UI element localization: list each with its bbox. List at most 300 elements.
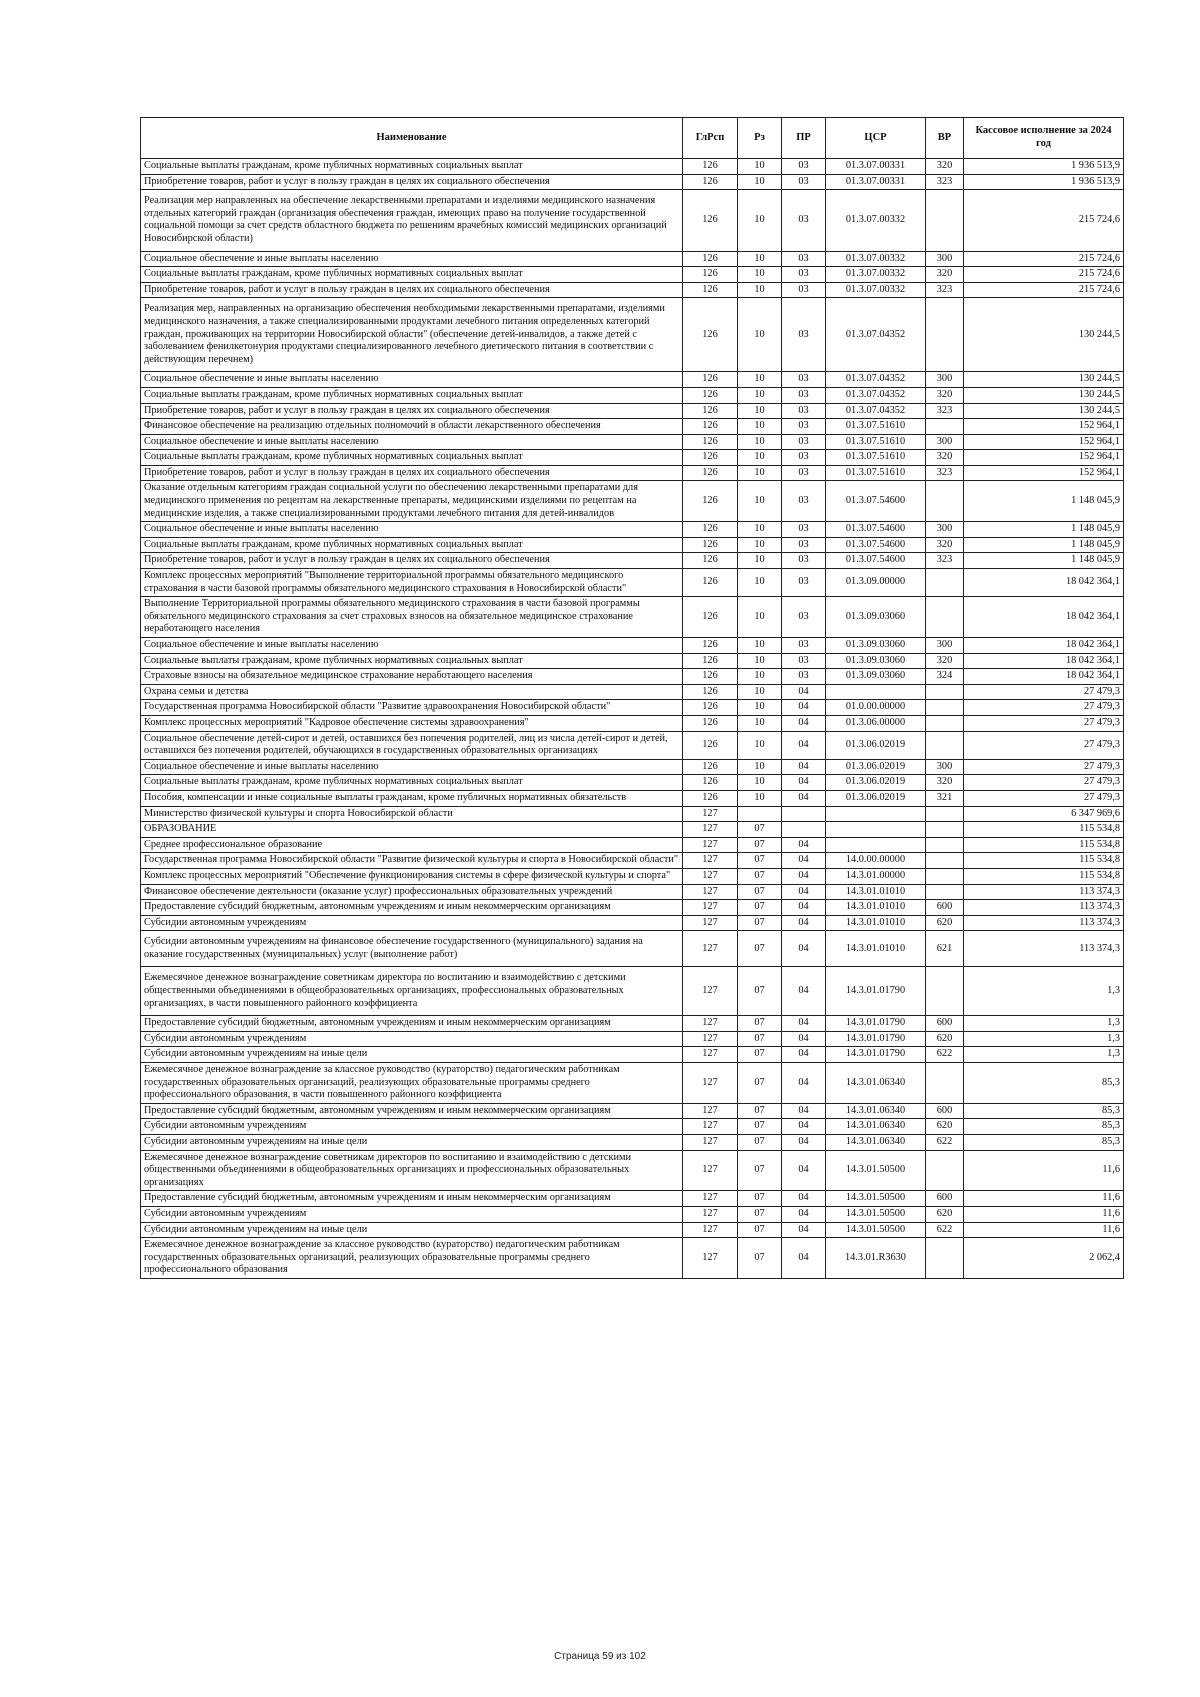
cell-name: Среднее профессиональное образование: [141, 837, 683, 853]
cell-name: Ежемесячное денежное вознаграждение за классное руководство (кураторство) педагогическим работникам государственных образовательных организаций, реализующих образовательные программы среднего профессионального образования: [141, 1238, 683, 1279]
cell-rz: 10: [738, 251, 782, 267]
cell-vr: 320: [926, 537, 964, 553]
cell-name: Приобретение товаров, работ и услуг в пользу граждан в целях их социального обеспечения: [141, 403, 683, 419]
cell-rz: 10: [738, 465, 782, 481]
cell-csr: 14.3.01.06340: [826, 1103, 926, 1119]
cell-rz: 10: [738, 759, 782, 775]
cell-glrsp: 127: [683, 1206, 738, 1222]
table-row: [141, 868, 1124, 884]
cell-pr: 04: [782, 1206, 826, 1222]
cell-glrsp: 127: [683, 1103, 738, 1119]
table-row: [141, 569, 1124, 597]
cell-vr: [926, 481, 964, 522]
table-row: [141, 884, 1124, 900]
cell-amount: 1 148 045,9: [964, 537, 1124, 553]
cell-csr: 01.3.06.02019: [826, 731, 926, 759]
cell-amount: 18 042 364,1: [964, 638, 1124, 654]
cell-csr: 14.3.01.50500: [826, 1222, 926, 1238]
cell-glrsp: 126: [683, 700, 738, 716]
cell-csr: 01.3.07.54600: [826, 537, 926, 553]
cell-vr: [926, 967, 964, 1016]
cell-csr: 01.3.07.00332: [826, 282, 926, 298]
cell-csr: 14.3.01.50500: [826, 1206, 926, 1222]
cell-pr: 03: [782, 267, 826, 283]
cell-pr: 04: [782, 1031, 826, 1047]
cell-csr: 01.3.09.03060: [826, 597, 926, 638]
cell-csr: 14.3.01.00000: [826, 868, 926, 884]
cell-rz: 07: [738, 822, 782, 838]
cell-vr: [926, 419, 964, 435]
budget-execution-table: [140, 117, 1124, 1279]
cell-name: Субсидии автономным учреждениям на иные цели: [141, 1135, 683, 1151]
cell-glrsp: 126: [683, 715, 738, 731]
cell-amount: 115 534,8: [964, 822, 1124, 838]
cell-vr: 620: [926, 1031, 964, 1047]
cell-pr: 03: [782, 159, 826, 175]
cell-name: Социальное обеспечение и иные выплаты населению: [141, 251, 683, 267]
table-row: [141, 419, 1124, 435]
cell-amount: 215 724,6: [964, 190, 1124, 251]
table-row: [141, 1047, 1124, 1063]
cell-csr: 01.3.07.54600: [826, 522, 926, 538]
cell-amount: 152 964,1: [964, 434, 1124, 450]
cell-amount: 1 148 045,9: [964, 481, 1124, 522]
cell-vr: 323: [926, 553, 964, 569]
header-glrsp: ГлРсп: [683, 118, 738, 159]
table-row: [141, 1206, 1124, 1222]
cell-pr: 03: [782, 372, 826, 388]
cell-pr: 04: [782, 884, 826, 900]
cell-glrsp: 127: [683, 1031, 738, 1047]
cell-vr: 323: [926, 282, 964, 298]
cell-pr: 04: [782, 759, 826, 775]
cell-amount: 27 479,3: [964, 790, 1124, 806]
cell-amount: 1,3: [964, 1031, 1124, 1047]
cell-rz: 07: [738, 1238, 782, 1279]
table-row: [141, 403, 1124, 419]
cell-amount: 113 374,3: [964, 884, 1124, 900]
header-rz: Рз: [738, 118, 782, 159]
cell-rz: 10: [738, 419, 782, 435]
cell-name: Ежемесячное денежное вознаграждение советникам директора по воспитанию и взаимодействию с детскими общественными объединениями в общеобразовательных организациях, профессиональных образовательных организациях, в части повышенного районного коэффициента: [141, 967, 683, 1016]
cell-vr: [926, 1063, 964, 1104]
cell-rz: 07: [738, 1103, 782, 1119]
cell-pr: 03: [782, 403, 826, 419]
cell-csr: 14.3.01.06340: [826, 1135, 926, 1151]
cell-vr: 320: [926, 775, 964, 791]
cell-name: Субсидии автономным учреждениям: [141, 1031, 683, 1047]
cell-csr: 14.3.01.06340: [826, 1063, 926, 1104]
cell-amount: 27 479,3: [964, 700, 1124, 716]
cell-pr: 04: [782, 1238, 826, 1279]
table-row: [141, 465, 1124, 481]
cell-name: Министерство физической культуры и спорта Новосибирской области: [141, 806, 683, 822]
cell-vr: 321: [926, 790, 964, 806]
cell-vr: 323: [926, 465, 964, 481]
cell-rz: 10: [738, 553, 782, 569]
cell-glrsp: 126: [683, 267, 738, 283]
table-row: [141, 1191, 1124, 1207]
cell-csr: 01.3.07.04352: [826, 387, 926, 403]
cell-amount: 215 724,6: [964, 251, 1124, 267]
cell-glrsp: 127: [683, 1016, 738, 1032]
cell-glrsp: 127: [683, 900, 738, 916]
table-row: [141, 434, 1124, 450]
cell-rz: 10: [738, 450, 782, 466]
cell-vr: 323: [926, 403, 964, 419]
cell-amount: 27 479,3: [964, 775, 1124, 791]
cell-csr: 14.3.01.01010: [826, 900, 926, 916]
cell-vr: [926, 684, 964, 700]
cell-vr: [926, 298, 964, 372]
cell-glrsp: 126: [683, 669, 738, 685]
cell-amount: 18 042 364,1: [964, 653, 1124, 669]
cell-pr: [782, 806, 826, 822]
cell-glrsp: 126: [683, 419, 738, 435]
header-vr: ВР: [926, 118, 964, 159]
cell-name: Реализация мер направленных на обеспечение лекарственными препаратами и изделиями медицинского назначения отдельных категорий граждан (организация обеспечения граждан, имеющих право на получение государственной социальной помощи за счет средств областного бюджета по решениям врачебных комиссий медицинских организаций Новосибирской области): [141, 190, 683, 251]
cell-pr: 04: [782, 1222, 826, 1238]
cell-pr: 04: [782, 967, 826, 1016]
cell-vr: [926, 731, 964, 759]
cell-vr: 320: [926, 653, 964, 669]
header-amount: Кассовое исполнение за 2024 год: [964, 118, 1124, 159]
cell-rz: 10: [738, 282, 782, 298]
cell-glrsp: 126: [683, 174, 738, 190]
cell-csr: 01.3.07.04352: [826, 372, 926, 388]
cell-name: Приобретение товаров, работ и услуг в пользу граждан в целях их социального обеспечения: [141, 465, 683, 481]
cell-amount: 1 936 513,9: [964, 174, 1124, 190]
cell-rz: [738, 806, 782, 822]
cell-amount: 27 479,3: [964, 731, 1124, 759]
cell-rz: 07: [738, 1119, 782, 1135]
cell-pr: 03: [782, 282, 826, 298]
cell-name: Ежемесячное денежное вознаграждение за классное руководство (кураторство) педагогическим работникам государственных образовательных организаций, реализующих образовательные программы среднего профессионального образования, в части повышенного районного коэффициента: [141, 1063, 683, 1104]
cell-csr: 14.3.01.01790: [826, 1047, 926, 1063]
cell-csr: 14.3.01.01010: [826, 915, 926, 931]
cell-rz: 07: [738, 1222, 782, 1238]
cell-amount: 1,3: [964, 1016, 1124, 1032]
table-row: [141, 298, 1124, 372]
cell-pr: 04: [782, 715, 826, 731]
cell-vr: 622: [926, 1047, 964, 1063]
cell-amount: 1,3: [964, 967, 1124, 1016]
cell-pr: 03: [782, 465, 826, 481]
table-row: [141, 251, 1124, 267]
cell-csr: 01.3.07.04352: [826, 403, 926, 419]
cell-csr: 01.3.09.03060: [826, 669, 926, 685]
table-row: [141, 1016, 1124, 1032]
cell-amount: 113 374,3: [964, 931, 1124, 967]
cell-glrsp: 126: [683, 282, 738, 298]
cell-name: Финансовое обеспечение деятельности (оказание услуг) профессиональных образовательных учреждений: [141, 884, 683, 900]
cell-pr: 04: [782, 900, 826, 916]
cell-name: Реализация мер, направленных на организацию обеспечения необходимыми лекарственными препаратами, изделиями медицинского назначения, а также специализированными продуктами лечебного питания определенных категорий граждан, проживающих на территории Новосибирской области" (обеспечение детей-инвалидов, а также детей с заболеванием фенилкетонурия продуктами специализированного лечебного диетического питания в соответствии с действующим перечнем): [141, 298, 683, 372]
table-row: [141, 1103, 1124, 1119]
cell-glrsp: 126: [683, 569, 738, 597]
cell-name: Социальное обеспечение детей-сирот и детей, оставшихся без попечения родителей, лиц из числа детей-сирот и детей, оставшихся без попечения родителей, обучающихся в государственных образовательных организациях: [141, 731, 683, 759]
cell-pr: 04: [782, 915, 826, 931]
cell-amount: 2 062,4: [964, 1238, 1124, 1279]
cell-amount: 113 374,3: [964, 915, 1124, 931]
table-row: [141, 553, 1124, 569]
cell-amount: 152 964,1: [964, 450, 1124, 466]
cell-csr: [826, 806, 926, 822]
cell-glrsp: 126: [683, 597, 738, 638]
cell-vr: 300: [926, 372, 964, 388]
cell-rz: 07: [738, 853, 782, 869]
cell-rz: 10: [738, 684, 782, 700]
cell-name: Социальные выплаты гражданам, кроме публичных нормативных социальных выплат: [141, 653, 683, 669]
cell-pr: 04: [782, 1135, 826, 1151]
cell-name: Комплекс процессных мероприятий "Выполнение территориальной программы обязательного медицинского страхования в части базовой программы обязательного медицинского страхования в Новосибирской области": [141, 569, 683, 597]
cell-rz: 10: [738, 174, 782, 190]
cell-rz: 10: [738, 372, 782, 388]
cell-name: Социальные выплаты гражданам, кроме публичных нормативных социальных выплат: [141, 159, 683, 175]
cell-pr: 03: [782, 569, 826, 597]
cell-rz: 10: [738, 522, 782, 538]
table-row: [141, 481, 1124, 522]
cell-name: Социальные выплаты гражданам, кроме публичных нормативных социальных выплат: [141, 450, 683, 466]
cell-csr: 01.3.06.02019: [826, 790, 926, 806]
cell-glrsp: 126: [683, 653, 738, 669]
cell-vr: [926, 597, 964, 638]
cell-name: Социальные выплаты гражданам, кроме публичных нормативных социальных выплат: [141, 267, 683, 283]
cell-glrsp: 126: [683, 434, 738, 450]
cell-glrsp: 126: [683, 372, 738, 388]
cell-glrsp: 127: [683, 1222, 738, 1238]
cell-glrsp: 127: [683, 822, 738, 838]
cell-glrsp: 126: [683, 522, 738, 538]
cell-vr: [926, 837, 964, 853]
cell-csr: 01.3.07.00332: [826, 267, 926, 283]
cell-vr: 323: [926, 174, 964, 190]
table-row: [141, 669, 1124, 685]
cell-csr: [826, 684, 926, 700]
cell-rz: 10: [738, 669, 782, 685]
cell-name: Социальное обеспечение и иные выплаты населению: [141, 434, 683, 450]
cell-vr: [926, 884, 964, 900]
cell-name: Социальные выплаты гражданам, кроме публичных нормативных социальных выплат: [141, 537, 683, 553]
cell-pr: 03: [782, 638, 826, 654]
cell-vr: 622: [926, 1222, 964, 1238]
cell-rz: 10: [738, 481, 782, 522]
cell-pr: 03: [782, 419, 826, 435]
cell-vr: [926, 569, 964, 597]
cell-pr: 04: [782, 853, 826, 869]
cell-csr: [826, 837, 926, 853]
cell-rz: 10: [738, 700, 782, 716]
cell-pr: 04: [782, 1191, 826, 1207]
cell-rz: 10: [738, 267, 782, 283]
table-row: [141, 450, 1124, 466]
cell-rz: 07: [738, 884, 782, 900]
cell-name: Государственная программа Новосибирской области "Развитие здравоохранения Новосибирской области": [141, 700, 683, 716]
cell-name: Пособия, компенсации и иные социальные выплаты гражданам, кроме публичных нормативных обязательств: [141, 790, 683, 806]
cell-amount: 27 479,3: [964, 759, 1124, 775]
cell-vr: 600: [926, 900, 964, 916]
cell-name: Социальное обеспечение и иные выплаты населению: [141, 372, 683, 388]
cell-vr: 320: [926, 159, 964, 175]
cell-csr: 01.3.07.00332: [826, 251, 926, 267]
table-header-row: [141, 118, 1124, 159]
cell-vr: 300: [926, 251, 964, 267]
table-row: [141, 638, 1124, 654]
cell-vr: [926, 700, 964, 716]
cell-rz: 07: [738, 1206, 782, 1222]
cell-rz: 10: [738, 775, 782, 791]
cell-vr: 320: [926, 450, 964, 466]
cell-amount: 27 479,3: [964, 715, 1124, 731]
cell-amount: 1 936 513,9: [964, 159, 1124, 175]
table-row: [141, 1063, 1124, 1104]
cell-rz: 10: [738, 790, 782, 806]
table-row: [141, 1119, 1124, 1135]
cell-csr: 14.3.01.50500: [826, 1150, 926, 1191]
cell-glrsp: 127: [683, 806, 738, 822]
cell-rz: 10: [738, 298, 782, 372]
cell-csr: 14.3.01.01010: [826, 884, 926, 900]
cell-amount: 152 964,1: [964, 465, 1124, 481]
table-row: [141, 1150, 1124, 1191]
table-row: [141, 1222, 1124, 1238]
cell-pr: 03: [782, 251, 826, 267]
cell-csr: 01.0.00.00000: [826, 700, 926, 716]
cell-name: Субсидии автономным учреждениям: [141, 915, 683, 931]
cell-name: Субсидии автономным учреждениям: [141, 1119, 683, 1135]
cell-pr: 03: [782, 298, 826, 372]
cell-pr: 03: [782, 387, 826, 403]
cell-pr: 03: [782, 434, 826, 450]
table-row: [141, 653, 1124, 669]
cell-amount: 1 148 045,9: [964, 553, 1124, 569]
cell-csr: 01.3.07.04352: [826, 298, 926, 372]
cell-rz: 10: [738, 569, 782, 597]
table-row: [141, 700, 1124, 716]
cell-glrsp: 126: [683, 251, 738, 267]
cell-glrsp: 127: [683, 853, 738, 869]
cell-rz: 07: [738, 837, 782, 853]
table-row: [141, 267, 1124, 283]
cell-csr: 01.3.07.51610: [826, 450, 926, 466]
cell-vr: 620: [926, 915, 964, 931]
cell-pr: 04: [782, 1103, 826, 1119]
cell-amount: 1,3: [964, 1047, 1124, 1063]
cell-glrsp: 127: [683, 884, 738, 900]
cell-rz: 07: [738, 1191, 782, 1207]
cell-rz: 10: [738, 190, 782, 251]
cell-csr: 01.3.07.00331: [826, 159, 926, 175]
cell-pr: 04: [782, 1150, 826, 1191]
cell-pr: 03: [782, 190, 826, 251]
cell-glrsp: 126: [683, 790, 738, 806]
cell-amount: 6 347 969,6: [964, 806, 1124, 822]
cell-rz: 07: [738, 1016, 782, 1032]
cell-pr: 03: [782, 174, 826, 190]
cell-pr: 04: [782, 837, 826, 853]
cell-name: ОБРАЗОВАНИЕ: [141, 822, 683, 838]
cell-csr: 01.3.06.00000: [826, 715, 926, 731]
cell-rz: 10: [738, 159, 782, 175]
cell-vr: 621: [926, 931, 964, 967]
cell-csr: 01.3.06.02019: [826, 775, 926, 791]
cell-name: Приобретение товаров, работ и услуг в пользу граждан в целях их социального обеспечения: [141, 553, 683, 569]
cell-rz: 10: [738, 653, 782, 669]
cell-name: Приобретение товаров, работ и услуг в пользу граждан в целях их социального обеспечения: [141, 174, 683, 190]
cell-glrsp: 127: [683, 1119, 738, 1135]
cell-glrsp: 127: [683, 931, 738, 967]
table-row: [141, 1238, 1124, 1279]
cell-rz: 10: [738, 731, 782, 759]
cell-rz: 07: [738, 931, 782, 967]
table-row: [141, 387, 1124, 403]
table-row: [141, 522, 1124, 538]
cell-rz: 07: [738, 915, 782, 931]
cell-glrsp: 127: [683, 1063, 738, 1104]
cell-pr: 03: [782, 450, 826, 466]
cell-vr: 300: [926, 759, 964, 775]
cell-vr: 320: [926, 267, 964, 283]
cell-rz: 07: [738, 1031, 782, 1047]
cell-name: Предоставление субсидий бюджетным, автономным учреждениям и иным некоммерческим организациям: [141, 1016, 683, 1032]
cell-pr: 03: [782, 481, 826, 522]
table-row: [141, 775, 1124, 791]
cell-name: Охрана семьи и детства: [141, 684, 683, 700]
cell-rz: 10: [738, 638, 782, 654]
cell-amount: 11,6: [964, 1222, 1124, 1238]
cell-glrsp: 127: [683, 915, 738, 931]
table-row: [141, 597, 1124, 638]
table-row: [141, 1135, 1124, 1151]
cell-name: Выполнение Территориальной программы обязательного медицинского страхования в части базовой программы обязательного медицинского страхования за счет страховых взносов на обязательное медицинское страхование неработающего населения: [141, 597, 683, 638]
cell-amount: 130 244,5: [964, 298, 1124, 372]
cell-amount: 115 534,8: [964, 837, 1124, 853]
table-row: [141, 806, 1124, 822]
cell-glrsp: 127: [683, 1191, 738, 1207]
cell-pr: 04: [782, 1119, 826, 1135]
table-row: [141, 853, 1124, 869]
cell-rz: 07: [738, 1135, 782, 1151]
cell-rz: 10: [738, 434, 782, 450]
cell-amount: 113 374,3: [964, 900, 1124, 916]
cell-rz: 07: [738, 1063, 782, 1104]
header-csr: ЦСР: [826, 118, 926, 159]
table-row: [141, 1031, 1124, 1047]
table-row: [141, 967, 1124, 1016]
cell-pr: [782, 822, 826, 838]
cell-amount: 85,3: [964, 1103, 1124, 1119]
cell-name: Субсидии автономным учреждениям на иные цели: [141, 1222, 683, 1238]
cell-name: Социальные выплаты гражданам, кроме публичных нормативных социальных выплат: [141, 775, 683, 791]
header-pr: ПР: [782, 118, 826, 159]
cell-pr: 04: [782, 1063, 826, 1104]
budget-table-sheet: [140, 117, 1123, 1279]
cell-name: Страховые взносы на обязательное медицинское страхование неработающего населения: [141, 669, 683, 685]
cell-vr: 300: [926, 638, 964, 654]
cell-csr: 14.3.01.01790: [826, 967, 926, 1016]
table-row: [141, 684, 1124, 700]
header-name: Наименование: [141, 118, 683, 159]
cell-name: Социальное обеспечение и иные выплаты населению: [141, 522, 683, 538]
cell-glrsp: 126: [683, 403, 738, 419]
cell-vr: 600: [926, 1191, 964, 1207]
cell-amount: 152 964,1: [964, 419, 1124, 435]
cell-amount: 115 534,8: [964, 868, 1124, 884]
cell-glrsp: 126: [683, 298, 738, 372]
cell-amount: 18 042 364,1: [964, 569, 1124, 597]
cell-name: Предоставление субсидий бюджетным, автономным учреждениям и иным некоммерческим организациям: [141, 1103, 683, 1119]
cell-amount: 85,3: [964, 1119, 1124, 1135]
